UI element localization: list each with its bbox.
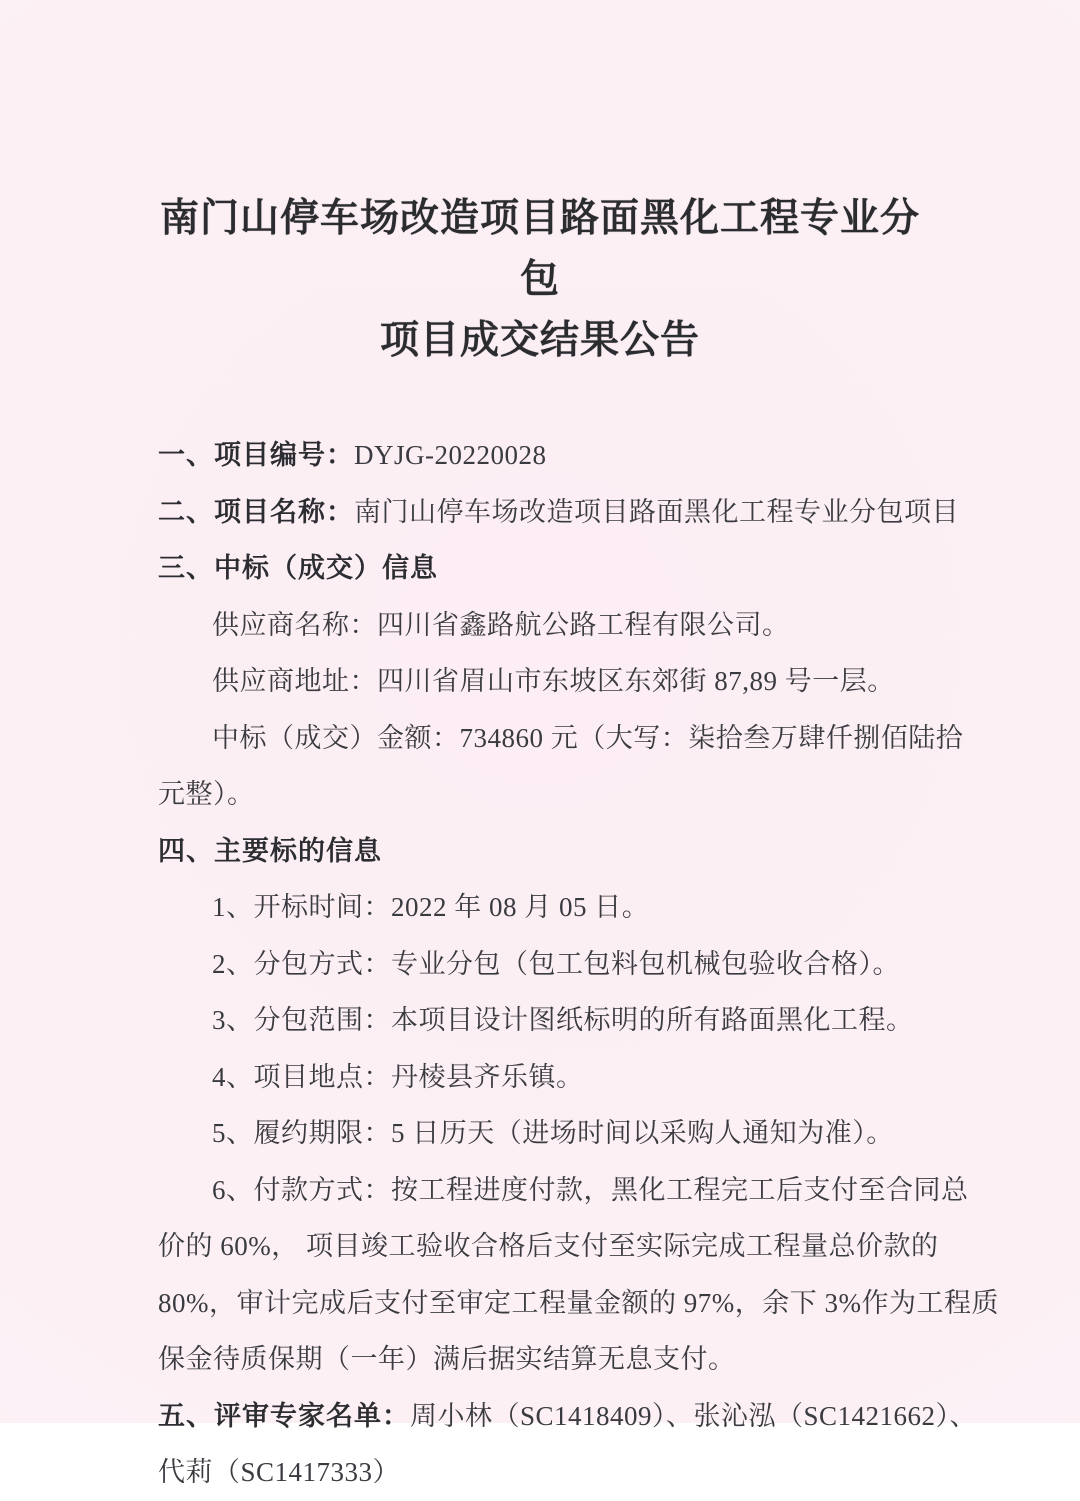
main-subject-heading-label: 四、主要标的信息 [158,835,382,866]
line-payment-continuation-1 [158,1218,1040,1275]
line-subcontract-scope [158,992,1040,1049]
payment-continuation-1-text: 价的 60%， 项目竣工验收合格后支付至实际完成工程量总价款的 [158,1231,939,1261]
subcontract-scope-text: 3、分包范围：本项目设计图纸标明的所有路面黑化工程。 [212,1005,914,1035]
project-number-value: DYJG-20220028 [354,440,547,470]
line-payment-method [158,1162,1040,1219]
document-title [158,188,922,371]
expert-list-continuation-text: 代莉（SC1417333） [158,1457,401,1487]
project-name-label: 二、项目名称： [158,496,354,527]
line-payment-continuation-3 [158,1331,1040,1388]
document-body [158,427,1040,1501]
payment-method-text: 6、付款方式：按工程进度付款，黑化工程完工后支付至合同总 [212,1174,969,1205]
project-number-label: 一、项目编号： [158,440,354,470]
project-name-value: 南门山停车场改造项目路面黑化工程专业分包项目 [354,496,959,527]
line-main-subject-heading [158,823,1040,880]
document-title-line-2: 项目成交结果公告 [379,319,700,362]
subcontract-method-text: 2、分包方式：专业分包（包工包料包机械包验收合格）。 [212,948,900,979]
line-bid-opening-time [158,879,1040,936]
bid-opening-time-text: 1、开标时间：2022 年 08 月 05 日。 [212,892,650,922]
expert-list-label: 五、评审专家名单： [158,1400,410,1431]
line-project-number [158,427,1040,484]
performance-period-text: 5、履约期限：5 日历天（进场时间以采购人通知为准）。 [212,1118,894,1148]
payment-continuation-2-text: 80%，审计完成后支付至审定工程量金额的 97%，余下 3%作为工程质 [158,1287,999,1318]
award-info-heading-label: 三、中标（成交）信息 [158,553,438,583]
line-award-amount-continuation [158,766,1040,823]
line-award-amount [158,710,1040,767]
line-award-info-heading [158,540,1040,597]
line-expert-list [158,1388,1040,1445]
award-amount-continuation-text: 元整）。 [158,779,255,809]
line-supplier-name [158,597,1040,654]
supplier-address-text: 供应商地址：四川省眉山市东坡区东郊街 87,89 号一层。 [212,666,895,696]
line-payment-continuation-2 [158,1275,1040,1332]
line-subcontract-method [158,936,1040,993]
line-expert-list-continuation [158,1444,1040,1501]
line-supplier-address [158,653,1040,710]
expert-list-text: 周小林（SC1418409）、张沁泓（SC1421662）、 [410,1400,978,1431]
project-location-text: 4、项目地点：丹棱县齐乐镇。 [212,1061,584,1092]
payment-continuation-3-text: 保金待质保期（一年）满后据实结算无息支付。 [158,1344,736,1374]
line-project-location [158,1049,1040,1106]
document-title-line-1: 南门山停车场改造项目路面黑化工程专业分包 [159,197,920,301]
award-amount-text: 中标（成交）金额：734860 元（大写：柒拾叁万肆仟捌佰陆拾 [212,722,964,753]
line-project-name [158,484,1040,541]
supplier-name-text: 供应商名称：四川省鑫路航公路工程有限公司。 [212,609,790,640]
line-performance-period [158,1105,1040,1162]
